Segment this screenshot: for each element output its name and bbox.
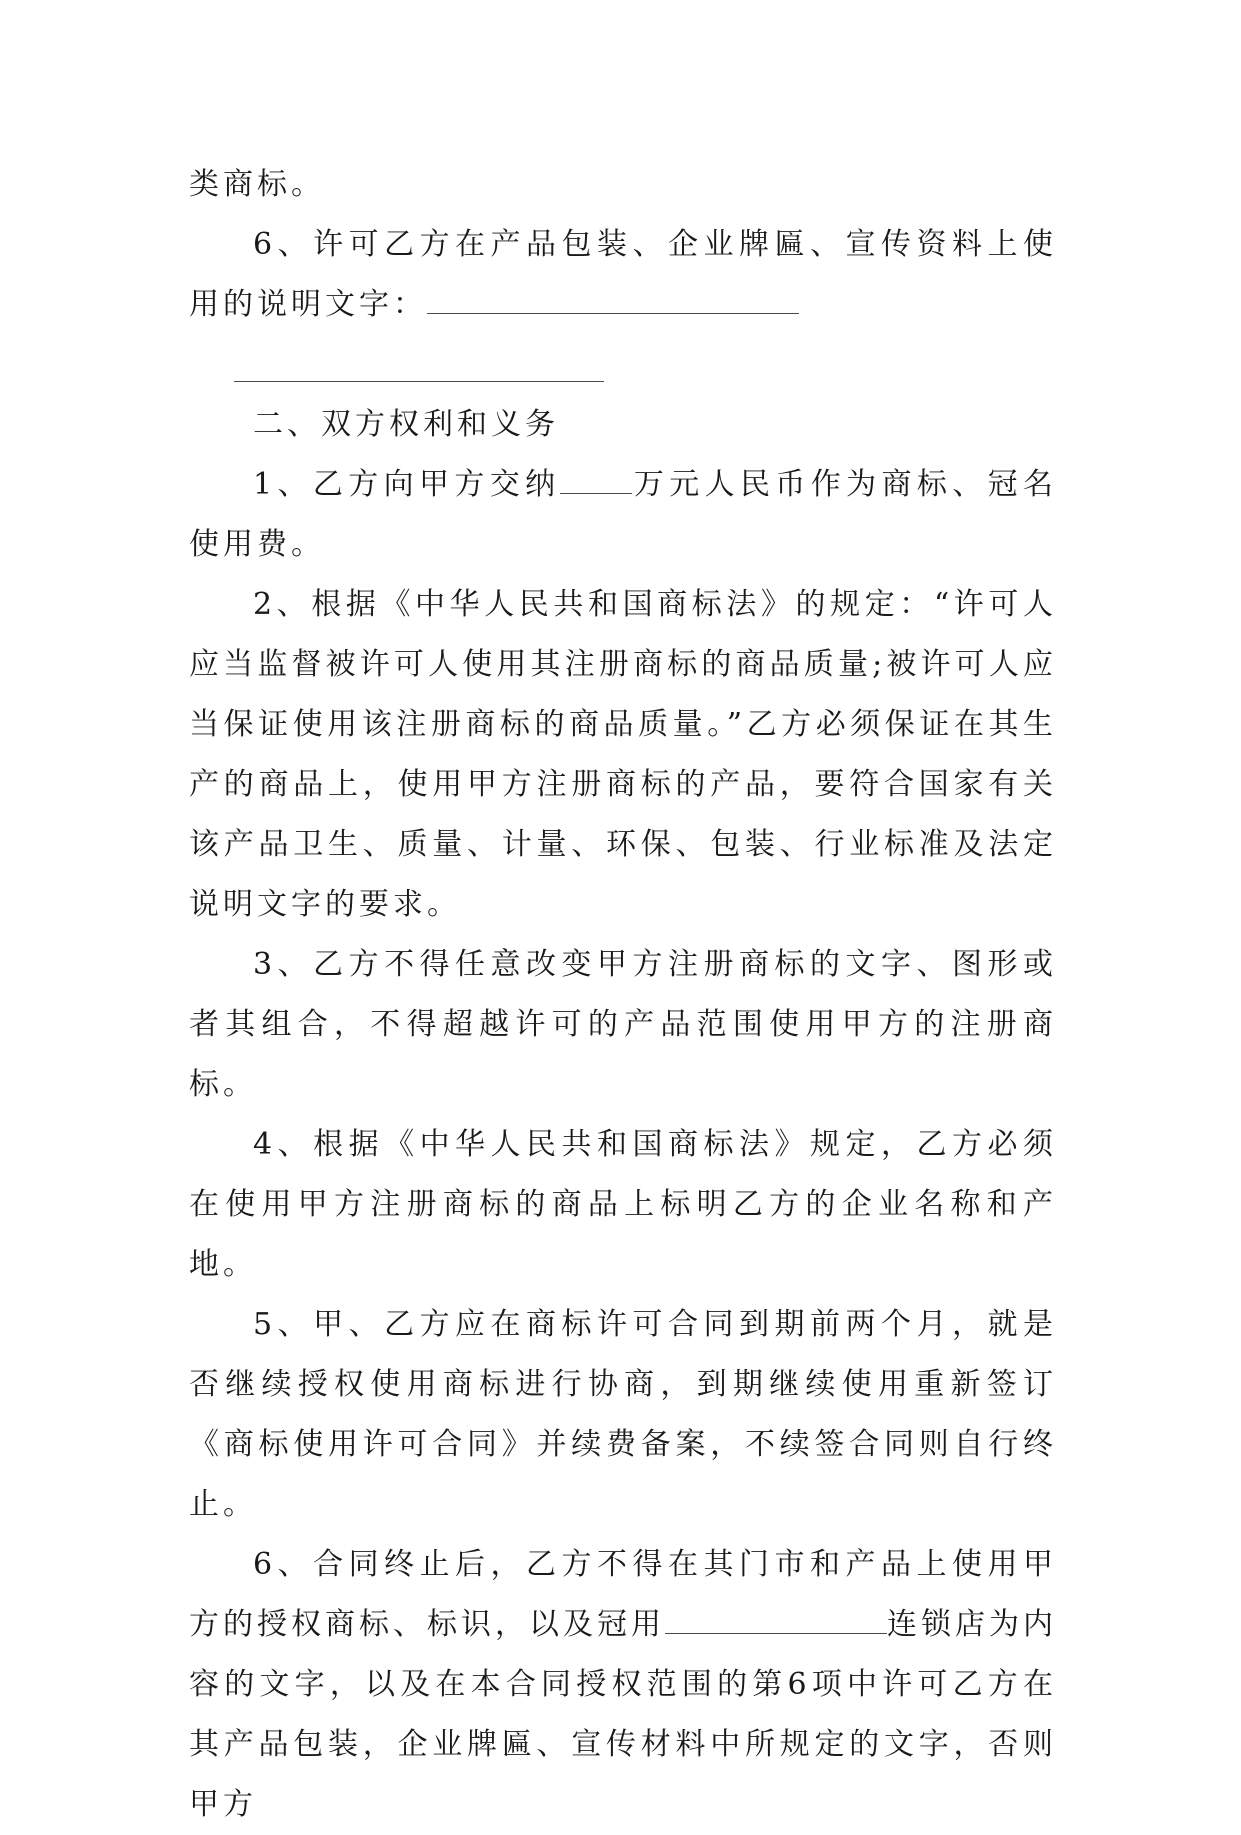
paragraph-fee: [189, 455, 1057, 575]
fill-in-blank[interactable]: [427, 291, 799, 314]
blank-line-row: [189, 365, 1057, 395]
paragraph-text: 1、乙方向甲方交纳: [253, 467, 561, 502]
paragraph-text: 连锁店为内容的文字，以及在本合同授权范围的第6项中许可乙方在其产品包装，企业牌匾、宣传材料中所规定的文字，否则甲方: [189, 1607, 1057, 1822]
contract-body: [189, 155, 1057, 1835]
paragraph-text: 6、许可乙方在产品包装、企业牌匾、宣传资料上使用的说明文字：: [189, 227, 1057, 322]
paragraph-continuation: [189, 155, 1057, 215]
paragraph-renewal: [189, 1295, 1057, 1535]
paragraph-labeling: [189, 1115, 1057, 1295]
fill-in-blank[interactable]: [665, 1611, 887, 1634]
paragraph-quality: [189, 575, 1057, 935]
fill-in-blank[interactable]: [234, 359, 604, 382]
paragraph-text: 4、根据《中华人民共和国商标法》规定，乙方必须在使用甲方注册商标的商品上标明乙方的企业名称和产地。: [189, 1127, 1057, 1282]
paragraph-text: 6、合同终止后，乙方不得在其门市和产品上使用甲方的授权商标、标识，以及冠用: [189, 1547, 1057, 1642]
paragraph-text: 5、甲、乙方应在商标许可合同到期前两个月，就是否继续授权使用商标进行协商，到期继续使用重新签订《商标使用许可合同》并续费备案，不续签合同则自行终止。: [189, 1307, 1057, 1522]
fill-in-blank[interactable]: [560, 471, 632, 494]
paragraph-item-6-description: [189, 215, 1057, 335]
paragraph-text: 3、乙方不得任意改变甲方注册商标的文字、图形或者其组合，不得超越许可的产品范围使用甲方的注册商标。: [189, 947, 1057, 1102]
paragraph-no-alteration: [189, 935, 1057, 1115]
paragraph-text: 万元人民币作为商标、冠名使用费。: [189, 467, 1058, 562]
section-title-text: 二、双方权利和义务: [253, 407, 559, 442]
paragraph-text: 2、根据《中华人民共和国商标法》的规定：“许可人应当监督被许可人使用其注册商标的商品质量;被许可人应当保证使用该注册商标的商品质量。”乙方必须保证在其生产的商品上，使用甲方注册商标的产品，要符合国家有关该产品卫生、质量、计量、环保、包装、行业标准及法定说明文字的要求。: [189, 587, 1057, 922]
section-title: [189, 395, 1057, 455]
paragraph-text: 类商标。: [189, 167, 325, 202]
paragraph-termination: [189, 1535, 1057, 1835]
